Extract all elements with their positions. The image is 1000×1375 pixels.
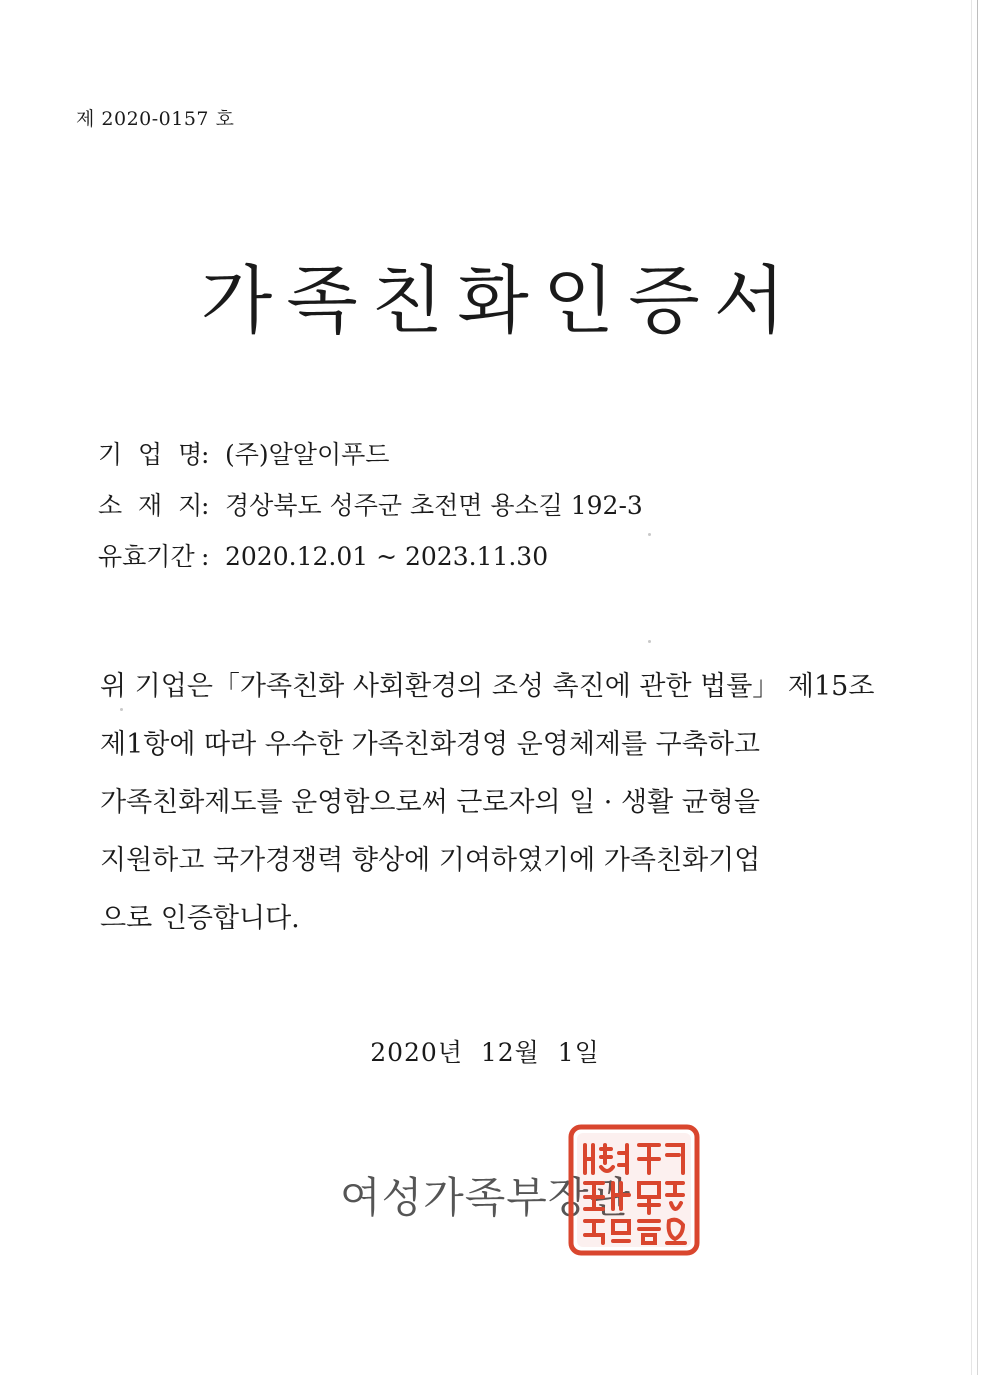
- scan-speck: [648, 640, 651, 643]
- page-edge-line: [977, 0, 978, 1375]
- body-line-3: 가족친화제도를 운영함으로써 근로자의 일 · 생활 균형을: [100, 787, 760, 818]
- info-label-company: 기 업 명: [98, 440, 203, 469]
- body-line-1: 위 기업은「가족친화 사회환경의 조성 촉진에 관한 법률」 제15조: [100, 671, 875, 702]
- scan-speck: [120, 708, 123, 711]
- issuer-name: 여성가족부장관: [340, 1173, 632, 1222]
- scan-speck: [648, 533, 651, 536]
- certificate-number: 제 2020-0157 호: [76, 108, 235, 130]
- certificate-body: [100, 658, 880, 948]
- info-colon: :: [201, 491, 210, 520]
- certificate-title: 가족친화인증서: [200, 258, 800, 344]
- info-value-company: (주)알알이푸드: [225, 440, 390, 469]
- info-row-company: [98, 435, 389, 471]
- issue-date: 2020년 12월 1일: [370, 1038, 600, 1067]
- info-colon: :: [201, 440, 210, 469]
- info-label-validity: 유효기간: [98, 542, 195, 571]
- official-seal: [567, 1123, 701, 1257]
- info-label-address: 소 재 지: [98, 491, 203, 520]
- info-colon: :: [201, 542, 210, 571]
- body-line-2: 제1항에 따라 우수한 가족친화경영 운영체제를 구축하고: [100, 729, 760, 760]
- info-value-address: 경상북도 성주군 초전면 용소길 192-3: [225, 491, 643, 520]
- info-value-validity: 2020.12.01 ~ 2023.11.30: [225, 542, 549, 571]
- body-line-5: 으로 인증합니다.: [100, 903, 300, 934]
- info-row-validity: [98, 537, 548, 573]
- body-line-4: 지원하고 국가경쟁력 향상에 기여하였기에 가족친화기업: [100, 845, 761, 876]
- info-row-address: [98, 486, 643, 522]
- page-edge-line-2: [971, 0, 972, 1375]
